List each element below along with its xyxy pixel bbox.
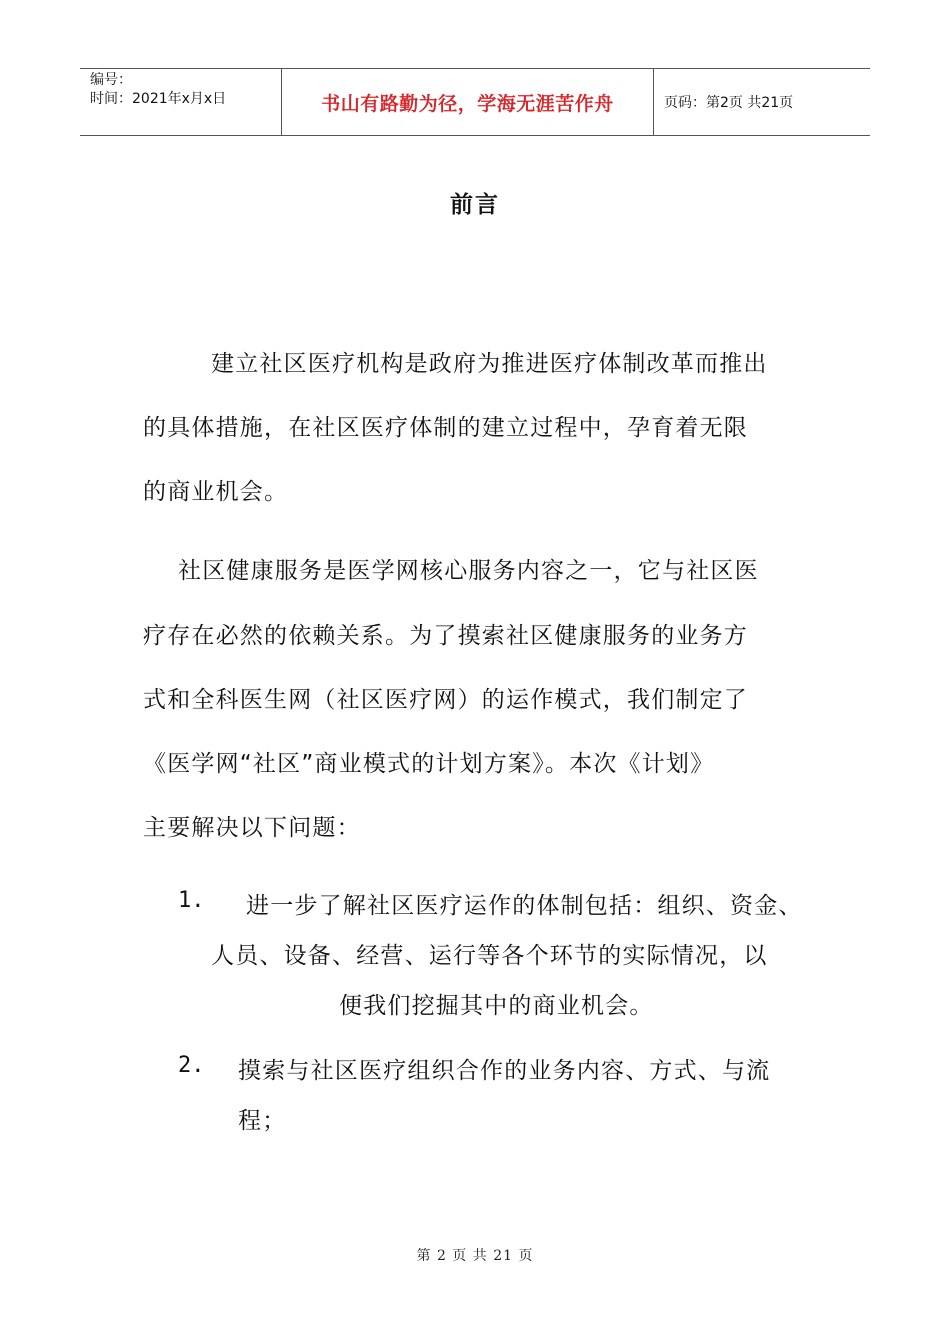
paragraph-1-line-2: 的具体措施，在社区医疗体制的建立过程中，孕育着无限: [143, 415, 748, 441]
list-item-2-line-1: 摸索与社区医疗组织合作的业务内容、方式、与流: [238, 1058, 771, 1084]
paragraph-2-line-1: 社区健康服务是医学网核心服务内容之一，它与社区医: [178, 558, 759, 584]
paragraph-2-line-5: 主要解决以下问题：: [143, 815, 361, 841]
list-item-1-line-2: 人员、设备、经营、运行等各个环节的实际情况，以: [211, 943, 768, 969]
number-label: 编号：: [90, 72, 132, 88]
page-footer: 第 2 页 共 21 页: [416, 1248, 534, 1264]
page-header: [80, 68, 870, 136]
header-meta: [80, 69, 281, 135]
paragraph-2-line-4: 《医学网“社区”商业模式的计划方案》。本次《计划》: [143, 751, 715, 777]
time-label: 时间：2021年x月x日: [90, 91, 227, 107]
list-item-2-line-2: 程；: [238, 1108, 287, 1134]
list-item-2-number: 2.: [178, 1053, 205, 1078]
header-motto: 书山有路勤为径，学海无涯苦作舟: [281, 69, 654, 135]
header-page-info: 页码：第2页 共21页: [664, 95, 794, 111]
list-item-1-line-3: 便我们挖掘其中的商业机会。: [339, 993, 654, 1019]
paragraph-1-line-3: 的商业机会。: [143, 479, 289, 505]
page-title: 前言: [450, 192, 500, 218]
list-item-1-number: 1.: [178, 888, 205, 913]
list-item-1-line-1: 进一步了解社区医疗运作的体制包括：组织、资金、: [246, 893, 803, 919]
paragraph-2-line-3: 式和全科医生网（社区医疗网）的运作模式，我们制定了: [143, 687, 748, 713]
paragraph-2-line-2: 疗存在必然的依赖关系。为了摸索社区健康服务的业务方: [143, 623, 748, 649]
paragraph-1-line-1: 建立社区医疗机构是政府为推进医疗体制改革而推出: [211, 351, 768, 377]
